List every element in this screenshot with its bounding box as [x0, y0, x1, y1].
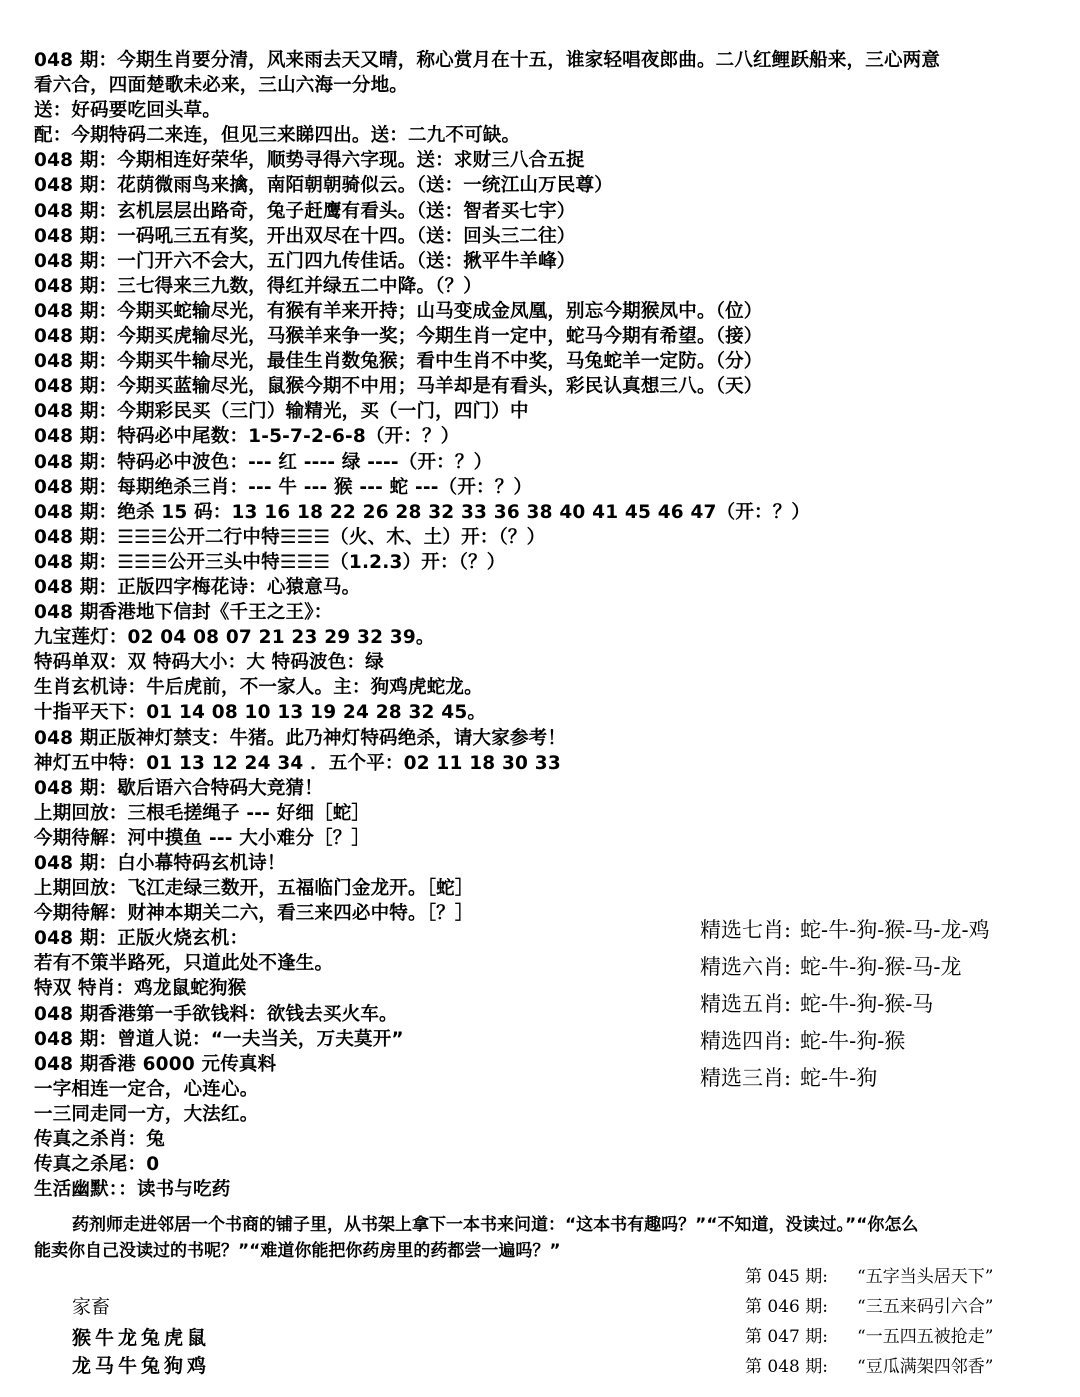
humor-paragraph-line-2: 能卖你自己没读过的书呢？”“难道你能把你药房里的药都尝一遍吗？”: [34, 1241, 561, 1261]
forecast-line: 送：好码要吃回头草。: [34, 100, 222, 122]
humor-paragraph-line-1: 药剂师走进邻居一个书商的铺子里，从书架上拿下一本书来问道：“这本书有趣吗？”“不知道，没读过。”“你怎么: [72, 1215, 919, 1235]
forecast-line: 048 期：今期彩民买（三门）输精光，买（一门，四门）中: [34, 401, 529, 423]
forecast-line: 048 期：☰☰☰公开二行中特☰☰☰（火、木、土）开：（？）: [34, 526, 546, 548]
history-phrase: “豆瓜满架四邻香”: [857, 1357, 994, 1377]
history-period: 第 046 期:: [745, 1297, 828, 1317]
forecast-line: 一三同走同一方，大法红。: [34, 1103, 259, 1125]
forecast-line: 传真之杀肖：兔: [34, 1129, 165, 1151]
forecast-line: 特双 特肖：鸡龙鼠蛇狗猴: [34, 978, 247, 1000]
livestock-title: 家畜: [72, 1296, 111, 1318]
forecast-line: 048 期：一门开六不会大，五门四九传佳话。（送：揪平牛羊峰）: [34, 250, 576, 272]
forecast-line: 048 期：☰☰☰公开三头中特☰☰☰（1.2.3）开：（？）: [34, 551, 506, 573]
forecast-line: 048 期：每期绝杀三肖：--- 牛 --- 猴 --- 蛇 ---（开：？）: [34, 476, 533, 498]
pick-row: [700, 1023, 1070, 1060]
history-period: 第 048 期:: [745, 1357, 828, 1377]
forecast-line: 048 期：绝杀 15 码：13 16 18 22 26 28 32 33 36 38 40 41 45 46 47（开：？）: [34, 501, 811, 523]
forecast-line: 048 期：玄机层层出路奇，兔子赶鹰有看头。（送：智者买七宇）: [34, 200, 576, 222]
forecast-line: 048 期：今期生肖要分清，风来雨去天又晴，称心赏月在十五，谁家轻唱夜郎曲。二八红鲤跃船来，三心两意: [34, 50, 941, 71]
pick-value: 蛇-牛-狗: [800, 1066, 878, 1090]
forecast-line: 今期待解：河中摸鱼 --- 大小难分［？］: [34, 827, 371, 849]
forecast-line: 九宝莲灯：02 04 08 07 21 23 29 32 39。: [34, 627, 435, 649]
forecast-line: 048 期：今期相连好荣华，顺势寻得六字现。送：求财三八合五捉: [34, 150, 585, 172]
pick-value: 蛇-牛-狗-猴: [800, 1029, 906, 1053]
period-history-panel: [745, 1262, 1075, 1382]
pick-label: 精选五肖:: [700, 992, 792, 1016]
forecast-line: 上期回放：飞江走绿三数开，五福临门金龙开。［蛇］: [34, 878, 474, 900]
forecast-line: 048 期：今期买虎输尽光，马猴羊来争一奖；今期生肖一定中，蛇马今期有希望。（接）: [34, 326, 763, 348]
forecast-line: 048 期：一码吼三五有奖，开出双尽在十四。（送：回头三二往）: [34, 225, 576, 247]
livestock-panel: [72, 1290, 272, 1380]
forecast-line: 048 期：今期买牛输尽光，最佳生肖数兔猴；看中生肖不中奖，马兔蛇羊一定防。（分）: [34, 351, 763, 373]
forecast-line: 048 期：曾道人说：“一夫当关，万夫莫开”: [34, 1028, 404, 1050]
history-phrase: “一五四五被抢走”: [857, 1327, 994, 1347]
forecast-line: 048 期：正版四字梅花诗：心猿意马。: [34, 576, 361, 598]
forecast-line: 上期回放：三根毛搓绳子 --- 好细［蛇］: [34, 802, 371, 824]
pick-value: 蛇-牛-狗-猴-马-龙: [800, 955, 962, 979]
forecast-line: 特码单双：双 特码大小：大 特码波色：绿: [34, 652, 384, 674]
history-period: 第 047 期:: [745, 1327, 828, 1347]
forecast-line: 048 期正版神灯禁支：牛猪。此乃神灯特码绝杀，请大家参考！: [34, 727, 567, 749]
pick-value: 蛇-牛-狗-猴-马-龙-鸡: [800, 918, 990, 942]
pick-row: [700, 1060, 1070, 1097]
history-row: [745, 1262, 1075, 1292]
forecast-line: 048 期：花荫微雨鸟来擒，南陌朝朝骑似云。（送：一统江山万民尊）: [34, 175, 613, 197]
livestock-row-1: 猴牛龙兔虎鼠: [72, 1327, 211, 1349]
history-row: [745, 1322, 1075, 1352]
forecast-line: 一字相连一定合，心连心。: [34, 1078, 259, 1100]
forecast-line: 048 期：歇后语六合特码大竞猜！: [34, 777, 323, 799]
pick-label: 精选七肖:: [700, 918, 792, 942]
forecast-line: 048 期：今期买蓝输尽光，鼠猴今期不中用；马羊却是有看头，彩民认真想三八。（天）: [34, 376, 763, 398]
forecast-line: 今期待解：财神本期关二六，看三来四必中特。［？］: [34, 903, 474, 925]
pick-row: [700, 912, 1070, 949]
history-row: [745, 1292, 1075, 1322]
forecast-line: 048 期：三七得来三九数，得红并绿五二中降。（？）: [34, 275, 483, 297]
forecast-line: 生肖玄机诗：牛后虎前，不一家人。主：狗鸡虎蛇龙。: [34, 677, 483, 699]
forecast-line: 048 期香港第一手欲钱料：欲钱去买火车。: [34, 1003, 398, 1025]
forecast-line: 生活幽默：：读书与吃药: [34, 1179, 231, 1201]
pick-row: [700, 986, 1070, 1023]
forecast-line: 048 期：特码必中波色：--- 红 ---- 绿 ----（开：？）: [34, 451, 493, 473]
forecast-line: 048 期香港地下信封《千王之王》：: [34, 602, 333, 624]
forecast-line: 048 期：特码必中尾数：1-5-7-2-6-8（开：？）: [34, 426, 460, 448]
selected-zodiac-panel: [700, 912, 1070, 1097]
humor-story: [34, 1212, 1074, 1264]
history-phrase: “五字当头居天下”: [857, 1267, 994, 1287]
forecast-line: 048 期：今期买蛇输尽光，有猴有羊来开持；山马变成金凤凰，别忘今期猴凤中。（位）: [34, 300, 763, 322]
history-phrase: “三五来码引六合”: [857, 1297, 994, 1317]
history-row: [745, 1352, 1075, 1382]
pick-label: 精选四肖:: [700, 1029, 792, 1053]
forecast-line: 十指平天下：01 14 08 10 13 19 24 28 32 45。: [34, 702, 487, 724]
forecast-line: 048 期：白小幕特码玄机诗！: [34, 853, 286, 874]
forecast-line: 048 期香港 6000 元传真料: [34, 1053, 277, 1075]
history-period: 第 045 期:: [745, 1267, 828, 1287]
forecast-line: 传真之杀尾：0: [34, 1154, 160, 1176]
pick-value: 蛇-牛-狗-猴-马: [800, 992, 934, 1016]
livestock-row-2: 龙马牛兔狗鸡: [72, 1355, 211, 1377]
forecast-line: 048 期：正版火烧玄机：: [34, 928, 249, 950]
forecast-line: 看六合，四面楚歌未必来，三山六海一分地。: [34, 75, 409, 97]
forecast-line: 神灯五中特：01 13 12 24 34 ．五个平：02 11 18 30 33: [34, 752, 561, 774]
forecast-line: 若有不策半路死，只道此处不逢生。: [34, 953, 334, 975]
pick-row: [700, 949, 1070, 986]
forecast-line: 配：今期特码二来连，但见三来睇四出。送：二九不可缺。: [34, 125, 521, 147]
pick-label: 精选六肖:: [700, 955, 792, 979]
pick-label: 精选三肖:: [700, 1066, 792, 1090]
